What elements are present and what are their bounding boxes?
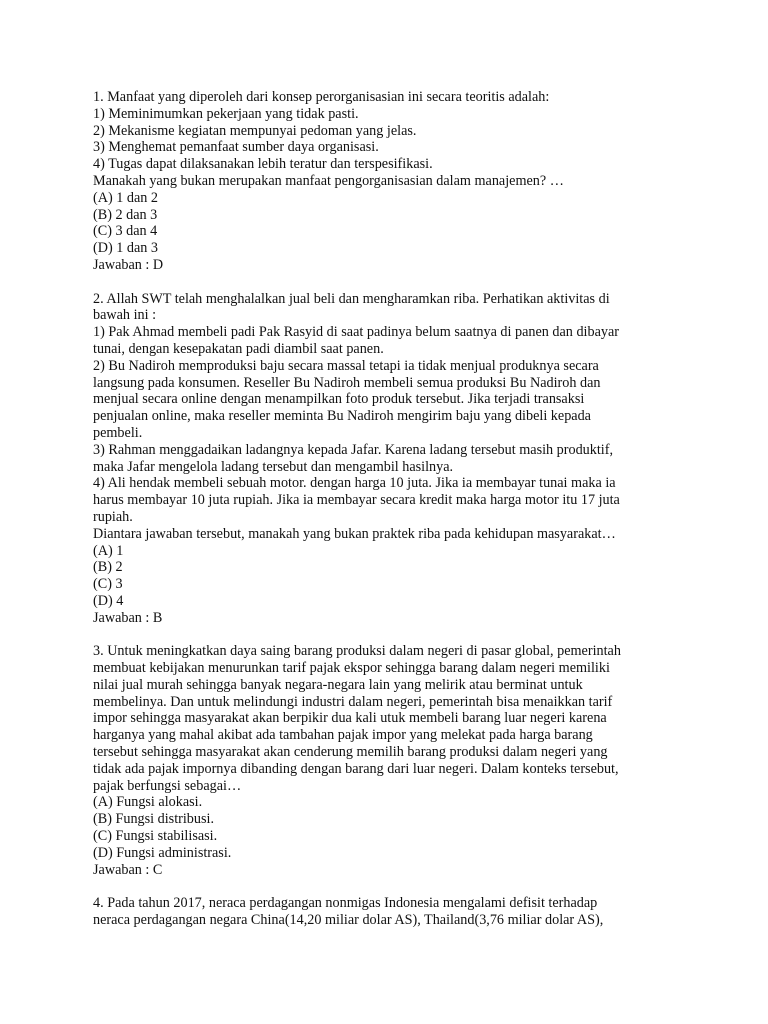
option-b: (B) 2 (93, 559, 123, 576)
statement-line: menjual secara online dengan menampilkan foto produk tersebut. Jika terjadi transaksi (93, 391, 585, 408)
question-text-line: 2. Allah SWT telah menghalalkan jual beli dan mengharamkan riba. Perhatikan aktivitas di (93, 290, 610, 307)
option-b: (B) Fungsi distribusi. (93, 811, 215, 828)
statement-line: 2) Bu Nadiroh memproduksi baju secara massal tetapi ia tidak menjual produknya secara (93, 357, 599, 374)
option-c: (C) 3 dan 4 (93, 223, 158, 240)
prompt-line: Diantara jawaban tersebut, manakah yang bukan praktek riba pada kehidupan masyarakat… (93, 525, 616, 542)
question-4 (93, 895, 683, 929)
option-d: (D) 1 dan 3 (93, 240, 159, 257)
option-a: (A) 1 dan 2 (93, 189, 159, 206)
question-text-line: impor sehingga masyarakat akan berpikir dua kali utuk membeli barang luar negeri karena (93, 710, 607, 727)
answer-line: Jawaban : D (93, 256, 164, 273)
statement-line: rupiah. (93, 508, 133, 525)
question-1 (93, 89, 683, 274)
statement-line: 4) Tugas dapat dilaksanakan lebih teratur dan terspesifikasi. (93, 156, 433, 173)
option-d: (D) 4 (93, 592, 124, 609)
question-2 (93, 291, 683, 627)
question-text-line: nilai jual murah sehingga banyak negara-negara lain yang melirik atau berminat untuk (93, 676, 583, 693)
answer-line: Jawaban : B (93, 609, 163, 626)
statement-line: 3) Menghemat pemanfaat sumber daya organisasi. (93, 139, 379, 156)
question-text-line: membuat kebijakan menurunkan tarif pajak ekspor sehingga barang dalam negeri memiliki (93, 660, 610, 677)
question-text-line: 3. Untuk meningkatkan daya saing barang produksi dalam negeri di pasar global, pemerintah (93, 643, 621, 660)
prompt-line: pajak berfungsi sebagai… (93, 777, 242, 794)
question-text-line: tersebut sehingga masyarakat akan cenderung memilih barang produksi dalam negeri yang (93, 744, 608, 761)
question-3 (93, 643, 683, 878)
question-text-line: membelinya. Dan untuk melindungi industri dalam negeri, pemerintah bisa menaikkan tarif (93, 693, 613, 710)
option-d: (D) Fungsi administrasi. (93, 844, 232, 861)
option-c: (C) Fungsi stabilisasi. (93, 828, 218, 845)
statement-line: harus membayar 10 juta rupiah. Jika ia membayar secara kredit maka harga motor itu 17 juta (93, 492, 620, 509)
question-text-line: 1. Manfaat yang diperoleh dari konsep perorganisasian ini secara teoritis adalah: (93, 89, 550, 105)
statement-line: 3) Rahman menggadaikan ladangnya kepada Jafar. Karena ladang tersebut masih produktif, (93, 441, 614, 458)
statement-line: 1) Pak Ahmad membeli padi Pak Rasyid di saat padinya belum saatnya di panen dan dibayar (93, 324, 619, 341)
statement-line: 4) Ali hendak membeli sebuah motor. dengan harga 10 juta. Jika ia membayar tunai maka ia (93, 475, 616, 492)
option-a: (A) Fungsi alokasi. (93, 794, 203, 811)
prompt-line: Manakah yang bukan merupakan manfaat pengorganisasian dalam manajemen? … (93, 172, 564, 189)
statement-line: 1) Meminimumkan pekerjaan yang tidak pasti. (93, 105, 359, 122)
statement-line: pembeli. (93, 424, 143, 441)
question-text-line: tidak ada pajak impornya dibanding dengan barang dari luar negeri. Dalam konteks tersebut, (93, 760, 619, 777)
document-body (93, 89, 683, 946)
statement-line: maka Jafar mengelola ladang tersebut dan mengambil hasilnya. (93, 458, 454, 475)
statement-line: 2) Mekanisme kegiatan mempunyai pedoman yang jelas. (93, 122, 417, 139)
option-b: (B) 2 dan 3 (93, 206, 158, 223)
question-text-line: harganya yang mahal akibat ada tambahan pajak impor yang melekat pada harga barang (93, 727, 593, 744)
statement-line: tunai, dengan kesepakatan padi diambil saat panen. (93, 340, 384, 357)
question-text-line: 4. Pada tahun 2017, neraca perdagangan nonmigas Indonesia mengalami defisit terhadap (93, 895, 598, 912)
answer-line: Jawaban : C (93, 861, 163, 878)
option-c: (C) 3 (93, 576, 123, 593)
statement-line: langsung pada konsumen. Reseller Bu Nadiroh membeli semua produksi Bu Nadiroh dan (93, 374, 601, 391)
question-text-line: neraca perdagangan negara China(14,20 miliar dolar AS), Thailand(3,76 miliar dolar AS), (93, 912, 604, 929)
option-a: (A) 1 (93, 542, 124, 559)
statement-line: penjualan online, maka reseller meminta Bu Nadiroh mengirim baju yang dibeli kepada (93, 408, 591, 425)
question-text-line: bawah ini : (93, 307, 157, 324)
